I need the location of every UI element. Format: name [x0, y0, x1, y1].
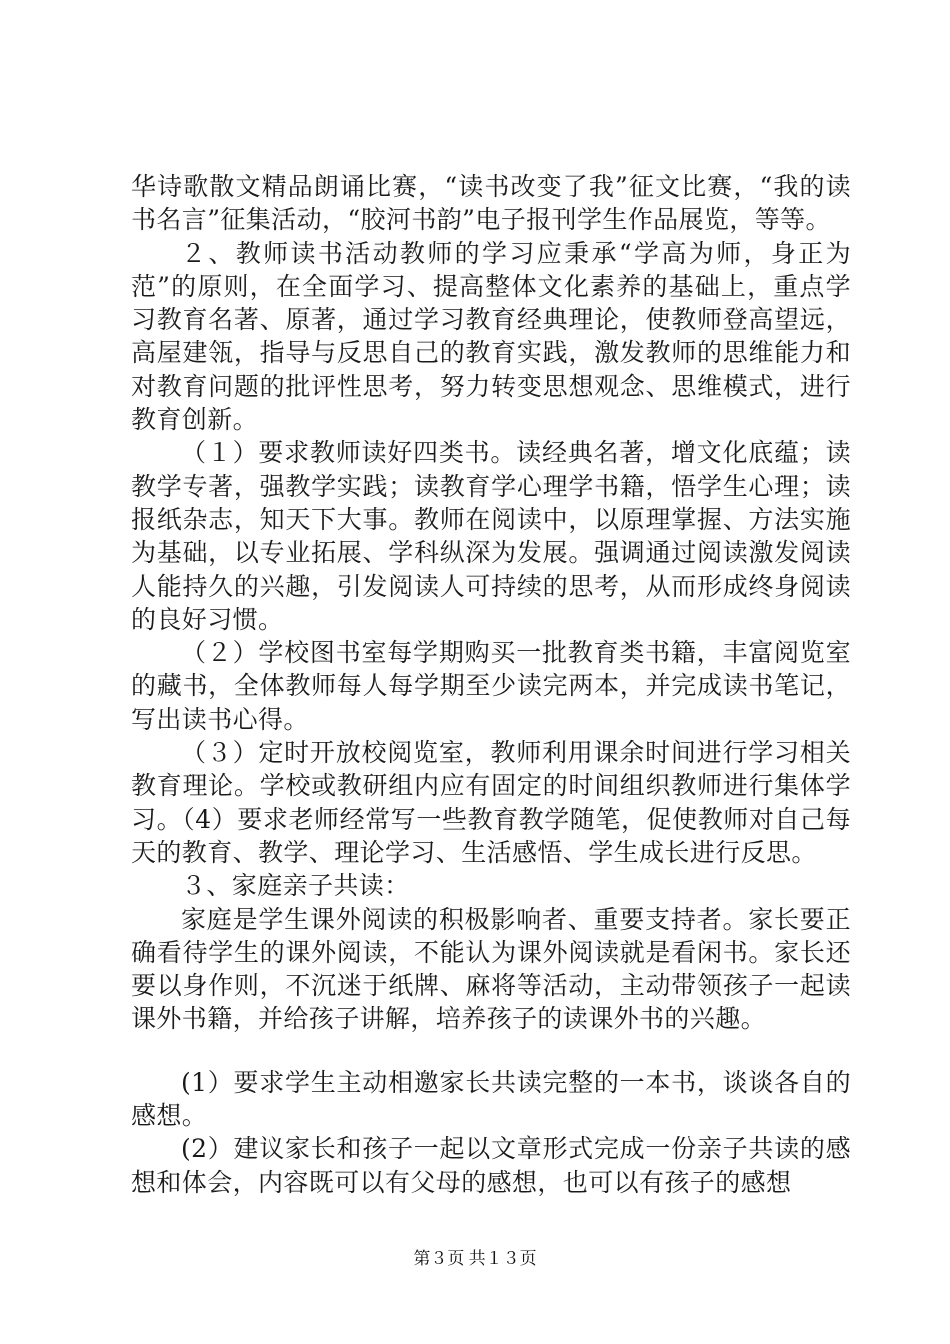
paragraph-family-item-1: (1）要求学生主动相邀家长共读完整的一本书，谈谈各自的感想。 — [131, 1067, 851, 1131]
paragraph-continued: 华诗歌散文精品朗诵比赛，“读书改变了我”征文比赛，“我的读书名言”征集活动，“胶河书韵”电子报刊学生作品展览，等等。 — [131, 172, 851, 235]
paragraph-teacher-reading: ２、教师读书活动教师的学习应秉承“学高为师，身正为范”的原则，在全面学习、提高整体文化素养的基础上，重点学习教育名著、原著，通过学习教育经典理论，使教师登高望远，高屋建瓴，指导与反思自己的教育实践，激发教师的思维能力和对教育问题的批评性思考，努力转变思想观念、思维模式，进行教育创新。 — [131, 238, 851, 435]
paragraph-family-reading: 家庭是学生课外阅读的积极影响者、重要支持者。家长要正确看待学生的课外阅读，不能认为课外阅读就是看闲书。家长还要以身作则，不沉迷于纸牌、麻将等活动，主动带领孩子一起读课外书籍，并给孩子讲解，培养孩子的读课外书的兴趣。 — [131, 904, 851, 1034]
document-body — [131, 170, 851, 1199]
paragraph-item-1: （１）要求教师读好四类书。读经典名著，增文化底蕴；读教学专著，强教学实践；读教育学心理学书籍，悟学生心理；读报纸杂志，知天下大事。教师在阅读中，以原理掌握、方法实施为基础，以专业拓展、学科纵深为发展。强调通过阅读激发阅读人能持久的兴趣，引发阅读人可持续的思考，从而形成终身阅读的良好习惯。 — [131, 438, 851, 634]
paragraph-family-item-2: (2）建议家长和孩子一起以文章形式完成一份亲子共读的感想和体会，内容既可以有父母的感想，也可以有孩子的感想 — [131, 1134, 851, 1197]
paragraph-item-3: （３）定时开放校阅览室，教师利用课余时间进行学习相关教育理论。学校或教研组内应有固定的时间组织教师进行集体学习。（4）要求老师经常写一些教育教学随笔，促使教师对自己每天的教育、教学、理论学习、生活感悟、学生成长进行反思。 — [131, 738, 851, 867]
paragraph-item-2: （２）学校图书室每学期购买一批教育类书籍，丰富阅览室的藏书，全体教师每人每学期至少读完两本，并完成读书笔记，写出读书心得。 — [131, 638, 851, 734]
section-heading-family-reading: ３、家庭亲子共读： — [181, 871, 410, 901]
page-number-footer: 第３页 共１３页 — [413, 1249, 537, 1268]
paragraph-gap — [131, 1036, 851, 1066]
